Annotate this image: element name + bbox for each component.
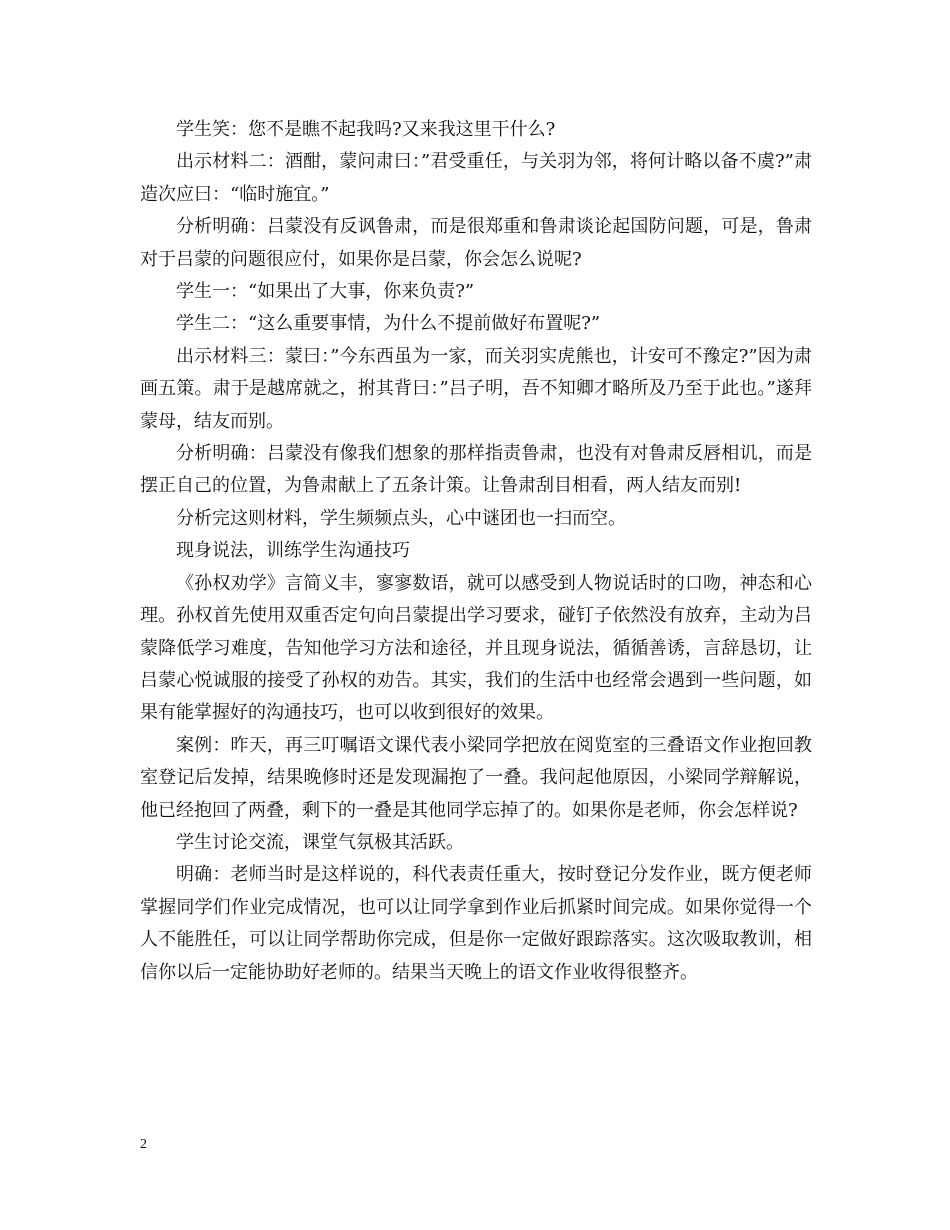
paragraph: 明确：老师当时是这样说的，科代表责任重大，按时登记分发作业，既方便老师掌握同学们作业完成情况，也可以让同学拿到作业后抓紧时间完成。如果你觉得一个人不能胜任，可以让同学帮助你完成，但是你一定做好跟踪落实。这次吸取教训，相信你以后一定能协助好老师的。结果当天晚上的语文作业收得很整齐。 (140, 864, 812, 983)
paragraph: 出示材料三：蒙曰：”今东西虽为一家，而关羽实虎熊也，计安可不豫定?”因为肃画五策。肃于是越席就之，拊其背曰：”吕子明，吾不知卿才略所及乃至于此也。”遂拜蒙母，结友而别。 (140, 345, 812, 432)
section-heading: 现身说法，训练学生沟通技巧 (176, 540, 410, 562)
paragraph: 分析明确：吕蒙没有反讽鲁肃，而是很郑重和鲁肃谈论起国防问题，可是，鲁肃对于吕蒙的问题很应付，如果你是吕蒙，你会怎么说呢? (140, 216, 812, 270)
paragraph: 学生笑：您不是瞧不起我吗?又来我这里干什么? (176, 119, 556, 140)
paragraph: 学生一：“如果出了大事，你来负责?” (176, 281, 475, 303)
body-text (140, 114, 812, 989)
paragraph: 出示材料二：酒酣，蒙问肃曰：”君受重任，与关羽为邻，将何计略以备不虞?”肃造次应曰：“临时施宜。” (140, 151, 812, 205)
paragraph: 学生二：“这么重要事情，为什么不提前做好布置呢?” (176, 313, 601, 335)
paragraph: 案例：昨天，再三叮嘱语文课代表小梁同学把放在阅览室的三叠语文作业抱回教室登记后发掉，结果晚修时还是发现漏抱了一叠。我问起他原因，小梁同学辩解说，他已经抱回了两叠，剩下的一叠是其他同学忘掉了的。如果你是老师，你会怎样说? (140, 734, 812, 821)
page-number: 2 (140, 1137, 147, 1152)
paragraph: 分析明确：吕蒙没有像我们想象的那样指责鲁肃，也没有对鲁肃反唇相讥，而是摆正自己的位置，为鲁肃献上了五条计策。让鲁肃刮目相看，两人结友而别! (140, 443, 812, 497)
paragraph: 学生讨论交流，课堂气氛极其活跃。 (176, 831, 464, 853)
paragraph: 《孙权劝学》言简义丰，寥寥数语，就可以感受到人物说话时的口吻，神态和心理。孙权首先使用双重否定句向吕蒙提出学习要求，碰钉子依然没有放弃，主动为吕蒙降低学习难度，告知他学习方法和途径，并且现身说法，循循善诱，言辞恳切，让吕蒙心悦诚服的接受了孙权的劝告。其实，我们的生活中也经常会遇到一些问题，如果有能掌握好的沟通技巧，也可以收到很好的效果。 (140, 572, 812, 724)
paragraph: 分析完这则材料，学生频频点头，心中谜团也一扫而空。 (176, 507, 626, 529)
